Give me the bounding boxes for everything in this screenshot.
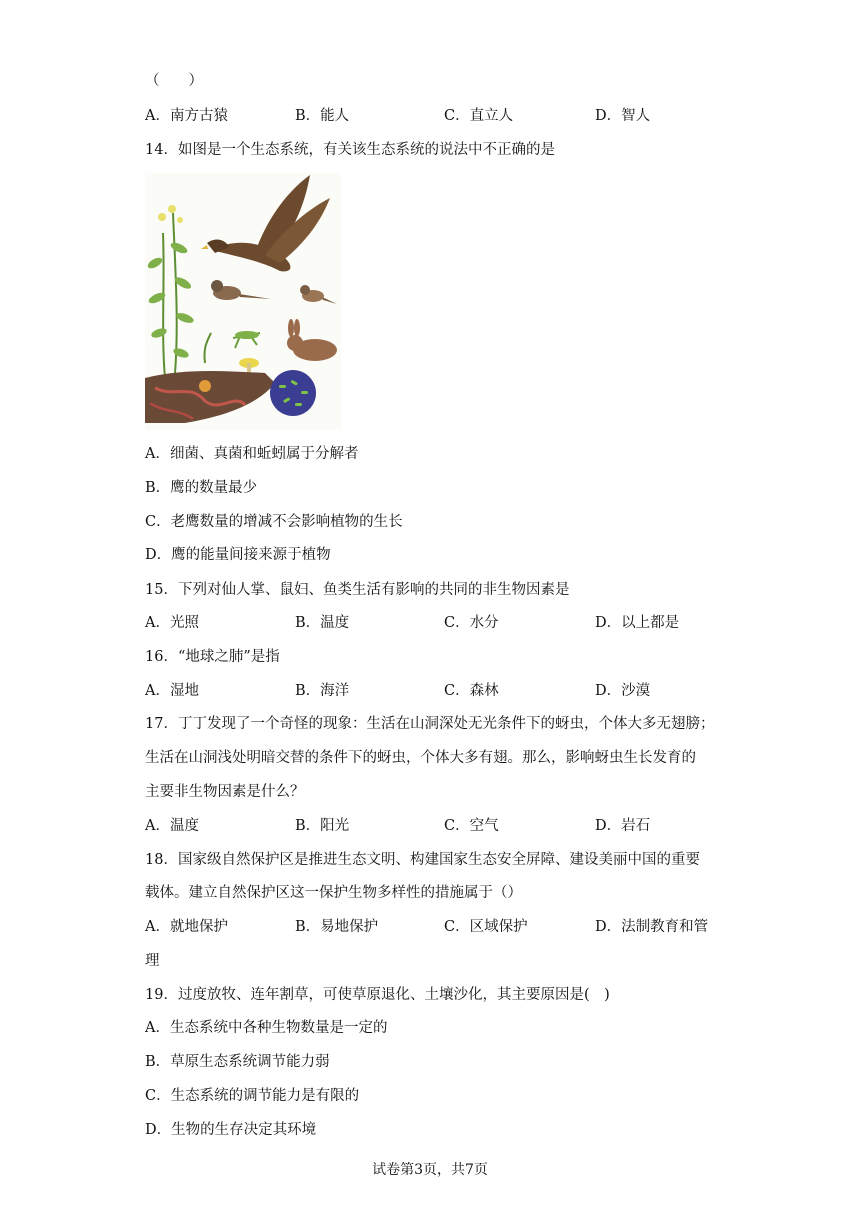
q16-option-b: B．海洋 <box>295 683 350 699</box>
ecosystem-figure <box>145 173 341 430</box>
q13-option-d: D．智人 <box>595 108 651 124</box>
q17-stem-line-1: 17．丁丁发现了一个奇怪的现象：生活在山洞深处无光条件下的蚜虫，个体大多无翅膀； <box>145 716 715 732</box>
q18-stem-line-1: 18．国家级自然保护区是推进生态文明、构建国家生态安全屏障、建设美丽中国的重要 <box>145 852 700 868</box>
q17-option-b: B．阳光 <box>295 818 350 834</box>
page-footer: 试卷第3页，共7页 <box>372 1162 488 1178</box>
q17-option-a: A．温度 <box>145 818 199 834</box>
q14-option-c: C．老鹰数量的增减不会影响植物的生长 <box>145 514 403 530</box>
q18-stem-line-2: 载体。建立自然保护区这一保护生物多样性的措施属于（） <box>145 885 522 901</box>
q16-option-d: D．沙漠 <box>595 683 651 699</box>
ecosystem-illustration <box>145 173 341 430</box>
q17-option-c: C．空气 <box>444 818 499 834</box>
q15-option-a: A．光照 <box>145 615 199 631</box>
q19-option-a: A．生态系统中各种生物数量是一定的 <box>145 1020 388 1036</box>
q18-option-b: B．易地保护 <box>295 919 379 935</box>
q16-option-c: C．森林 <box>444 683 499 699</box>
q14-stem: 14．如图是一个生态系统，有关该生态系统的说法中不正确的是 <box>145 142 555 158</box>
q19-option-d: D．生物的生存决定其环境 <box>145 1122 317 1138</box>
q19-option-c: C．生态系统的调节能力是有限的 <box>145 1088 360 1104</box>
q13-option-b: B．能人 <box>295 108 350 124</box>
q13-option-a: A．南方古猿 <box>145 108 228 124</box>
q19-stem: 19．过度放牧、连年割草，可使草原退化、土壤沙化，其主要原因是( ) <box>145 987 610 1003</box>
q18-option-d: D．法制教育和管 <box>595 919 709 935</box>
q15-option-b: B．温度 <box>295 615 350 631</box>
q15-stem: 15．下列对仙人掌、鼠妇、鱼类生活有影响的共同的非生物因素是 <box>145 582 570 598</box>
q18-option-d-wrap: 理 <box>145 953 160 969</box>
q14-option-d: D．鹰的能量间接来源于植物 <box>145 547 331 563</box>
q17-stem-line-2: 生活在山洞浅处明暗交替的条件下的蚜虫，个体大多有翅。那么，影响蚜虫生长发育的 <box>145 750 696 766</box>
q18-option-c: C．区域保护 <box>444 919 528 935</box>
q14-option-a: A．细菌、真菌和蚯蚓属于分解者 <box>145 446 359 462</box>
q19-option-b: B．草原生态系统调节能力弱 <box>145 1054 330 1070</box>
q13-answer-blank: （ ） <box>145 73 203 89</box>
q15-option-c: C．水分 <box>444 615 499 631</box>
q15-option-d: D．以上都是 <box>595 615 680 631</box>
q18-option-a: A．就地保护 <box>145 919 228 935</box>
q17-stem-line-3: 主要非生物因素是什么？ <box>145 784 305 800</box>
q13-option-c: C．直立人 <box>444 108 514 124</box>
q14-option-b: B．鹰的数量最少 <box>145 480 258 496</box>
q16-stem: 16．“地球之肺”是指 <box>145 649 280 665</box>
q17-option-d: D．岩石 <box>595 818 651 834</box>
q16-option-a: A．湿地 <box>145 683 199 699</box>
